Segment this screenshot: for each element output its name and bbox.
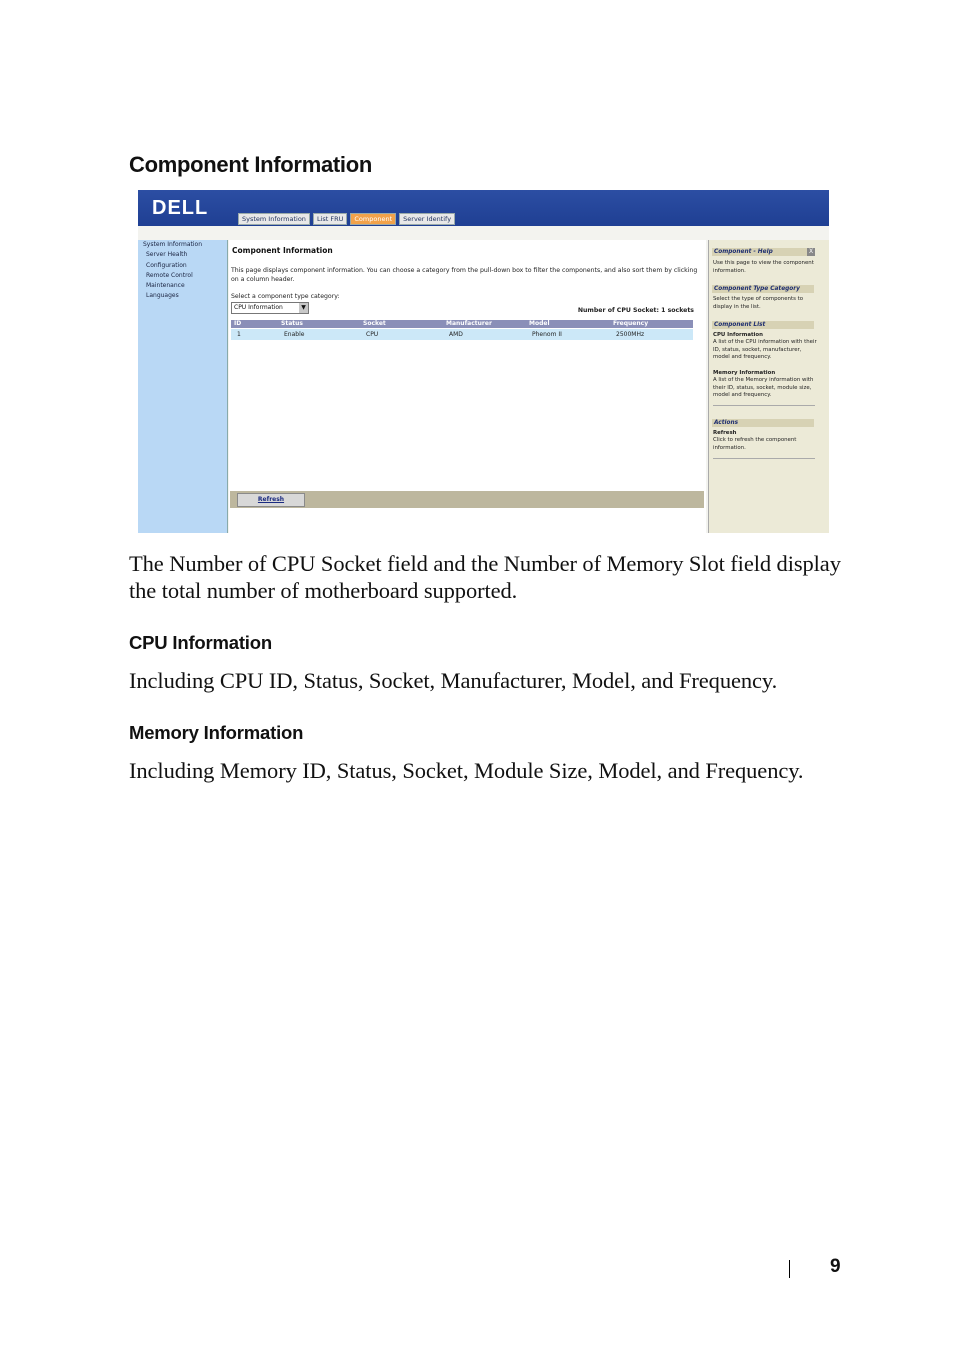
column-header-id[interactable]: ID [234, 320, 242, 327]
help-divider [713, 458, 815, 459]
help-mem-text: A list of the Memory information with their ID, status, socket, module size, model and frequency. [713, 377, 814, 398]
category-select-value: CPU Information [234, 304, 283, 311]
cpu-info-paragraph: Including CPU ID, Status, Socket, Manufacturer, Model, and Frequency. [129, 668, 778, 693]
cell-model: Phenom II [532, 331, 562, 338]
memory-info-heading: Memory Information [129, 722, 304, 743]
cell-manufacturer: AMD [449, 331, 463, 338]
category-select[interactable] [231, 302, 309, 314]
column-header-frequency[interactable]: Frequency [613, 320, 649, 327]
page-number: 9 [830, 1256, 841, 1277]
sidebar-item-remote-control[interactable]: Remote Control [146, 271, 193, 279]
sidebar-item-maintenance[interactable]: Maintenance [146, 282, 185, 290]
dell-logo: DELL [152, 197, 209, 219]
sidebar-item-system-information[interactable]: System Information [143, 241, 203, 248]
sidebar-item-configuration[interactable]: Configuration [146, 261, 187, 269]
page-number-divider [789, 1260, 790, 1278]
sidebar-item-server-health[interactable]: Server Health [146, 251, 188, 259]
help-actions-title: Actions [712, 419, 814, 427]
tab-system-information[interactable]: System Information [238, 213, 310, 225]
help-divider [713, 405, 815, 406]
help-cpu-title: CPU Information [713, 332, 763, 338]
help-panel [708, 240, 829, 533]
help-type-category-text: Select the type of components to display in the list. [713, 296, 803, 310]
action-bar [230, 491, 704, 508]
tab-list-fru[interactable]: List FRU [313, 213, 347, 225]
chevron-down-icon[interactable]: ▼ [299, 303, 308, 313]
table-row[interactable] [231, 329, 693, 340]
sidebar [138, 240, 228, 533]
column-header-status[interactable]: Status [281, 320, 303, 327]
cpu-info-heading: CPU Information [129, 632, 272, 653]
help-list-title: Component List [712, 321, 814, 329]
column-header-socket[interactable]: Socket [363, 320, 386, 327]
category-select-label: Select a component type category: [231, 293, 340, 300]
column-header-model[interactable]: Model [529, 320, 550, 327]
main-panel [229, 240, 706, 533]
help-intro: Use this page to view the component information. [713, 260, 814, 274]
sidebar-item-languages[interactable]: Languages [146, 292, 179, 300]
refresh-button[interactable]: Refresh [237, 493, 305, 507]
close-icon[interactable]: X [808, 248, 814, 255]
section-title: Component Information [129, 152, 373, 177]
help-refresh-title: Refresh [713, 430, 737, 436]
cell-socket: CPU [366, 331, 379, 338]
table-header [231, 320, 693, 328]
intro-paragraph: The Number of CPU Socket field and the Number of Memory Slot field display the total number of motherboard supported. [129, 551, 841, 603]
column-header-manufacturer[interactable]: Manufacturer [446, 320, 492, 327]
cell-frequency: 2500MHz [616, 331, 645, 338]
help-title: Component - Help [712, 248, 814, 256]
help-type-category-title: Component Type Category [712, 285, 814, 293]
panel-description: This page displays component information. You can choose a category from the pull-down box to filter the components, and also sort them by clicking on a column header. [231, 267, 698, 283]
memory-info-paragraph: Including Memory ID, Status, Socket, Module Size, Model, and Frequency. [129, 758, 804, 783]
component-info-screenshot [138, 190, 829, 533]
cell-status: Enable [284, 331, 305, 338]
cell-id: 1 [237, 331, 241, 338]
sidebar-nav [138, 240, 227, 302]
cpu-socket-count: Number of CPU Socket: 1 sockets [577, 307, 694, 314]
tab-server-identify[interactable]: Server Identify [399, 213, 455, 225]
help-cpu-text: A list of the CPU information with their ID, status, socket, manufacturer, model and frequency. [713, 339, 817, 360]
tab-component[interactable]: Component [350, 213, 396, 225]
panel-title: Component Information [232, 246, 333, 255]
help-mem-title: Memory Information [713, 370, 776, 376]
help-refresh-text: Click to refresh the component information. [713, 437, 797, 451]
tab-bar [238, 213, 455, 225]
top-banner [138, 190, 829, 226]
